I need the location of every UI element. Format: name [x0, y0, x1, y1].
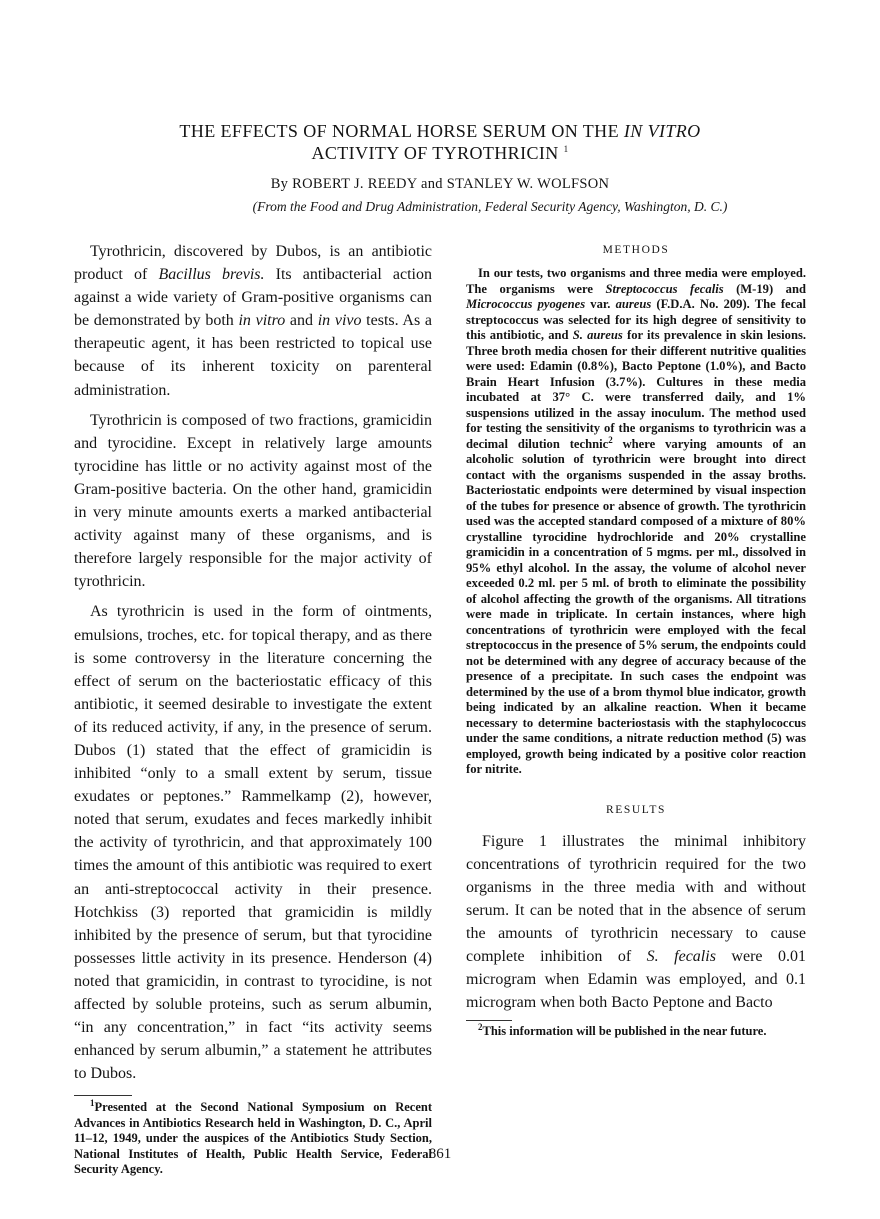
- methods-paragraph: [466, 266, 806, 778]
- page-number: 861: [428, 1146, 452, 1162]
- intro-paragraph-2: Tyrothricin is composed of two fractions, gramicidin and tyrocidine. Except in relatively large amounts tyrocidine has little or no activity against most of the Gram-positive bacteria. On the other hand, gramicidin in very minute amounts exerts a marked antibacterial activity against many of these organisms, and is therefore largely responsible for the major activity of tyrothricin.: [74, 411, 432, 591]
- footnote-text: Presented at the Second National Symposium on Recent Advances in Antibiotics Research held in Washington, D. C., April 11–12, 1949, under the auspices of the Antibiotics Study Section, National Institutes of Health, Public Health Service, Federal Security Agency.: [74, 1100, 432, 1177]
- text-run: Tyrothricin, discovered by Dubos, is an antibiotic product of: [74, 243, 432, 284]
- footnote-text: This information will be published in the near future.: [482, 1024, 767, 1039]
- text-run: Its antibacterial action against a wide variety of Gram-positive organisms can be demonstrated by both: [74, 266, 433, 330]
- author-line: [40, 176, 840, 193]
- article-header: [40, 120, 840, 215]
- text-run: In our tests, two organisms and three media were employed. The organisms were: [466, 266, 806, 296]
- italic-run: Micrococcus pyogenes: [466, 297, 586, 311]
- intro-paragraph-1: [74, 240, 432, 402]
- methods-heading: METHODS: [602, 244, 670, 256]
- text-run: where varying amounts of an alcoholic solution of tyrothricin were brought into direct contact with the organisms suspended in the assay broths. Bacteriostatic endpoints were determined by visual inspection of the tubes for presence or absence of growth. The tyrothricin used was the accepted standard composed of a mixture of 80% crystalline tyrocidine hydrochloride and 20% crystalline gramicidin in a concentration of 5 mgms. per ml., dissolved in 95% ethyl alcohol. In the assay, the volume of alcohol never exceeded 0.2 ml. per 5 ml. of broth to eliminate the possibility of alcohol affecting the growth of the organisms. All titrations were made in triplicate. In certain instances, where high concentrations of tyrothricin were employed with the fecal streptococcus in the presence of 5% serum, the endpoints could not be determined with any degree of accuracy because of the presence of a precipitate. In such cases the endpoint was determined by the use of a brom thymol blue indicator, growth being indicated by an alkaline reaction. When it became necessary to determine bacteriostasis with the staphylococcus under the same conditions, a nitrate reduction method (5) was employed, growth being indicated by a positive color reaction for nitrite.: [466, 436, 806, 776]
- title-italic-text: IN VITRO: [623, 121, 701, 141]
- results-heading: RESULTS: [606, 803, 666, 816]
- and-label: and: [420, 176, 443, 192]
- italic-run: in vivo: [317, 312, 362, 330]
- text-run: (F.D.A. No. 209). The fecal streptococcus was selected for its high degree of sensitivity to this antibiotic, and: [466, 297, 806, 342]
- by-label: By: [270, 176, 289, 192]
- author-1: ROBERT J. REEDY: [292, 176, 418, 192]
- text-run: (M-19) and: [723, 281, 806, 296]
- affiliation: (From the Food and Drug Administration, Federal Security Agency, Washington, D. C.): [252, 199, 728, 214]
- text-run: tests. As a therapeutic agent, it has been restricted to topical use because of its inherent toxicity on parenteral administration.: [74, 312, 432, 399]
- italic-run: S. fecalis: [646, 947, 716, 965]
- author-2: STANLEY W. WOLFSON: [446, 176, 610, 192]
- footnote-divider: [74, 1095, 132, 1096]
- text-run: were 0.01 microgram when Edamin was employed, and 0.1 microgram when both Bacto Peptone and Bacto: [466, 947, 807, 1012]
- footnote-mark: 1: [90, 1098, 95, 1109]
- intro-paragraph-3: As tyrothricin is used in the form of ointments, emulsions, troches, etc. for topical therapy, and as there is some controversy in the literature concerning the effect of serum on the bacteriostatic efficacy of this antibiotic, it seemed desirable to investigate the extent of its reduced activity, if any, in the presence of serum. Dubos (1) stated that the effect of gramicidin is inhibited “only to a small extent by serum, tissue exudates or peptones.” Rammelkamp (2), however, noted that serum, exudates and feces markedly inhibit the activity of tyrothricin, and that approximately 100 times the amount of this antibiotic was required to exert an anti-streptococcal activity in their presence. Hotchkiss (3) reported that gramicidin is mildly inhibited by the presence of serum, but that tyrocidine possesses little activity in its presence. Henderson (4) noted that gramicidin, in contrast to tyrocidine, is not affected by soluble proteins, such as serum albumin, “in any concentration,” in fact “its activity seems enhanced by serum albumin,” a statement he attributes to Dubos.: [74, 603, 432, 1083]
- title-text: THE EFFECTS OF NORMAL HORSE SERUM ON THE: [179, 121, 624, 141]
- italic-run: in vitro: [238, 312, 286, 330]
- text-run: Figure 1 illustrates the minimal inhibitory concentrations of tyrothricin required for the two organisms in the three media with and without serum. It can be noted that in the absence of serum the amounts of tyrothricin necessary to cause complete inhibition of: [466, 832, 806, 965]
- left-column: [74, 240, 432, 1185]
- text-run: var.: [585, 297, 616, 311]
- text-run: and: [285, 312, 318, 330]
- italic-run: aureus: [615, 297, 652, 311]
- italic-run: Bacillus brevis.: [158, 266, 265, 284]
- text-run: for its prevalence in skin lesions. Three broth media chosen for their different nutritive qualities were used: Edamin (0.8%), Bacto Peptone (1.0%), and Bacto Brain Heart Infusion (3.7%). Cultures in these media incubated at 37° C. were transferred daily, and 1% suspensions utilized in the assay inoculum. The method used for testing the sensitivity of the organisms to tyrothricin was a decimal dilution technic: [466, 328, 807, 451]
- title-footnote-mark: 1: [563, 144, 569, 154]
- footnote-2: [466, 1024, 806, 1039]
- article-title: [40, 120, 840, 164]
- footnote-mark: 2: [608, 434, 613, 445]
- footnote-mark: 2: [478, 1022, 483, 1033]
- italic-run: Streptococcus fecalis: [605, 281, 724, 296]
- title-text-line2: ACTIVITY OF TYROTHRICIN: [311, 143, 559, 163]
- footnote-divider: [466, 1020, 512, 1021]
- italic-run: S. aureus: [572, 328, 623, 342]
- footnote-1: [74, 1100, 432, 1178]
- results-paragraph: [466, 830, 806, 1015]
- right-column: [466, 244, 806, 1039]
